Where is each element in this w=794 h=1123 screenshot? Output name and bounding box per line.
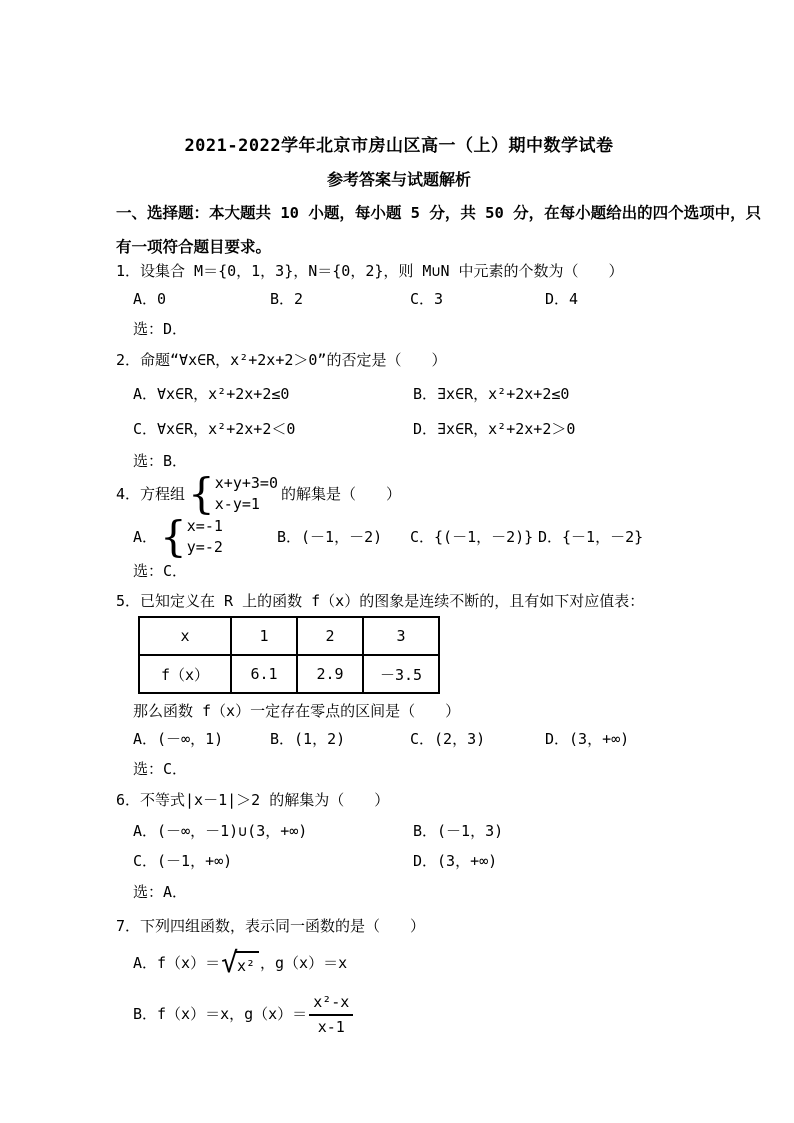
q1-options-row [116, 289, 682, 309]
q6-option-a: A．(－∞，－1)∪(3，+∞) [133, 822, 308, 840]
q7-option-a-radicand: x² [235, 951, 259, 978]
table-cell: 6.1 [231, 655, 297, 693]
q6-options-row2 [116, 851, 682, 871]
q4-options-row [116, 515, 682, 559]
table-cell: －3.5 [363, 655, 439, 693]
q4-stem-prefix: 4．方程组 [116, 485, 186, 503]
q2-option-d: D．∃x∈R，x²+2x+2＞0 [413, 420, 576, 438]
q7-option-b-prefix: B．f（x）＝x，g（x）＝ [133, 1005, 308, 1023]
table-cell: 2 [297, 617, 363, 655]
q7-option-b-denominator: x-1 [317, 1018, 345, 1036]
q5-answer: 选：C． [133, 760, 188, 778]
fraction-expression [309, 991, 353, 1037]
q4-option-a-line2: y=-2 [186, 538, 223, 556]
q2-options-row2 [116, 419, 682, 439]
q5-continuation: 那么函数 f（x）一定存在零点的区间是（ ） [133, 702, 461, 720]
q7-option-a-prefix: A．f（x）＝ [133, 954, 221, 972]
q4-option-a-label: A． [133, 528, 158, 546]
q6-option-b: B．(－1，3) [413, 822, 504, 840]
q1-option-d: D．4 [545, 290, 579, 308]
q2-option-a: A．∀x∈R，x²+2x+2≤0 [133, 385, 290, 403]
q2-option-c: C．∀x∈R，x²+2x+2＜0 [133, 420, 296, 438]
table-cell: 2.9 [297, 655, 363, 693]
q4-option-a [133, 515, 226, 559]
q7-option-a [116, 945, 699, 981]
q4-option-a-lines [187, 516, 223, 558]
q5-option-b: B．(1，2) [270, 730, 346, 748]
table-cell: 1 [231, 617, 297, 655]
table-cell: x [139, 617, 231, 655]
q6-answer: 选：A． [133, 883, 188, 901]
q2-answer: 选：B． [133, 452, 188, 470]
page-content [116, 0, 762, 1123]
q4-option-a-system [160, 516, 223, 558]
table-row [139, 655, 439, 693]
q2-options-row1 [116, 384, 682, 404]
left-brace-glyph [188, 473, 215, 515]
q2-option-b: B．∃x∈R，x²+2x+2≤0 [413, 385, 570, 403]
q6-option-d: D．(3，+∞) [413, 852, 498, 870]
q4-answer: 选：C． [133, 562, 188, 580]
q1-option-b: B．2 [270, 290, 304, 308]
section-heading-line2: 有一项符合题目要求。 [116, 238, 272, 256]
table-cell: 3 [363, 617, 439, 655]
q4-option-c: C．{(－1，－2)} [410, 528, 534, 546]
q4-stem [116, 472, 682, 516]
q5-value-table [138, 616, 440, 694]
q1-answer: 选：D． [133, 320, 188, 338]
q7-option-b [116, 988, 699, 1040]
q5-option-a: A．(－∞，1) [133, 730, 224, 748]
q4-option-d: D．{－1，－2} [538, 528, 644, 546]
q4-option-a-line1: x=-1 [186, 517, 223, 535]
q1-stem: 1．设集合 M＝{0，1，3}，N＝{0，2}，则 M∪N 中元素的个数为（ ） [116, 262, 624, 280]
section-heading-line1: 一、选择题：本大题共 10 小题，每小题 5 分，共 50 分，在每小题给出的四个选项中，只 [116, 204, 762, 222]
page-subtitle: 参考答案与试题解析 [326, 170, 471, 189]
q5-stem: 5．已知定义在 R 上的函数 f（x）的图象是连续不断的，且有如下对应值表： [116, 592, 645, 610]
q6-options-row1 [116, 821, 682, 841]
q7-stem: 7．下列四组函数，表示同一函数的是（ ） [116, 917, 426, 935]
q4-option-b: B．(－1，－2) [277, 528, 383, 546]
q5-option-c: C．(2，3) [410, 730, 486, 748]
q6-option-c: C．(－1，+∞) [133, 852, 233, 870]
left-brace-glyph [160, 516, 187, 558]
table-cell: f（x） [139, 655, 231, 693]
q4-system-line2: x-y=1 [214, 495, 260, 513]
q5-options-row [116, 729, 682, 749]
square-root-expression [221, 948, 259, 978]
q4-system-line1: x+y+3=0 [214, 474, 278, 492]
q4-system-lines [215, 473, 278, 515]
q6-stem: 6．不等式|x－1|＞2 的解集为（ ） [116, 791, 390, 809]
q1-option-a: A．0 [133, 290, 167, 308]
page-title: 2021-2022学年北京市房山区高一（上）期中数学试卷 [184, 136, 614, 156]
q7-option-a-suffix: ，g（x）＝x [260, 954, 348, 972]
q7-option-b-numerator: x²-x [309, 991, 353, 1016]
q2-stem: 2．命题“∀x∈R，x²+2x+2＞0”的否定是（ ） [116, 351, 447, 369]
q5-option-d: D．(3，+∞) [545, 730, 630, 748]
q1-option-c: C．3 [410, 290, 444, 308]
table-row [139, 617, 439, 655]
q4-stem-suffix: 的解集是（ ） [280, 485, 401, 503]
q4-equation-system [188, 473, 278, 515]
